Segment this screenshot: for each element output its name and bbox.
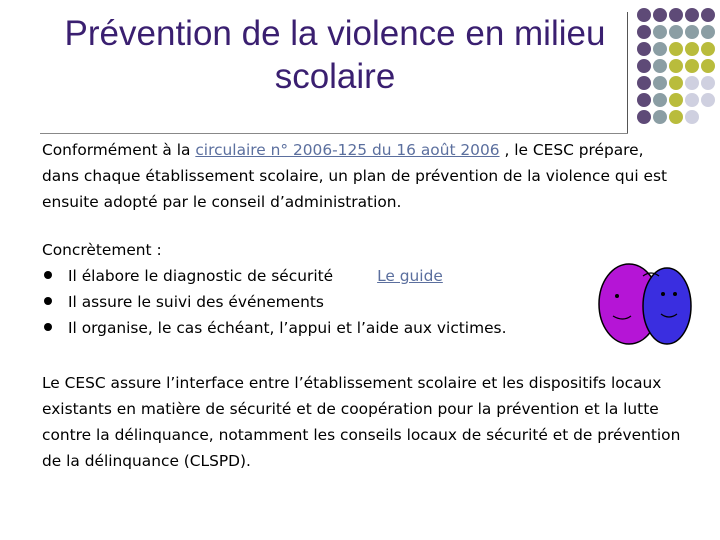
decoration-dot xyxy=(685,59,699,73)
decoration-dot xyxy=(637,25,651,39)
bullet-icon xyxy=(44,297,52,305)
bullet-icon xyxy=(44,271,52,279)
decoration-dot xyxy=(701,8,715,22)
decoration-dot xyxy=(637,59,651,73)
page-title: Prévention de la violence en milieu scolaire xyxy=(64,14,606,96)
closing-paragraph: Le CESC assure l’interface entre l’établissement scolaire et les dispositifs locaux existants en matière de sécurité et de coopération pour la prévention et la lutte contre la délinquance, notamment les conseils locaux de sécurité et de prévention de la délinquance (CLSPD). xyxy=(42,374,681,470)
decoration-dot xyxy=(653,8,667,22)
bullet-icon xyxy=(44,323,52,331)
concretement-heading: Concrètement : xyxy=(42,241,162,259)
decoration-dot xyxy=(637,8,651,22)
decoration-dot xyxy=(685,8,699,22)
decoration-dot xyxy=(653,76,667,90)
decoration-dot xyxy=(637,76,651,90)
decoration-dot xyxy=(669,110,683,124)
guide-link[interactable]: Le guide xyxy=(377,267,443,285)
decoration-dot xyxy=(653,93,667,107)
decoration-dot xyxy=(653,25,667,39)
decoration-dot xyxy=(669,76,683,90)
decoration-dot xyxy=(669,42,683,56)
decoration-dot xyxy=(685,25,699,39)
decoration-dot xyxy=(637,93,651,107)
bullet-text: Il élabore le diagnostic de sécurité xyxy=(68,267,334,285)
decoration-dot xyxy=(637,42,651,56)
decoration-dot xyxy=(685,93,699,107)
circulaire-link[interactable]: circulaire n° 2006-125 du 16 août 2006 xyxy=(195,141,500,159)
decoration-dot xyxy=(669,8,683,22)
decoration-dot xyxy=(653,110,667,124)
decoration-dot xyxy=(637,110,651,124)
decoration-dot xyxy=(685,110,699,124)
bullet-text: Il assure le suivi des événements xyxy=(68,293,324,311)
two-faces-clipart xyxy=(583,254,703,354)
decoration-dot xyxy=(653,42,667,56)
decoration-dot xyxy=(685,76,699,90)
decoration-dot xyxy=(669,25,683,39)
bullet-text: Il organise, le cas échéant, l’appui et l’aide aux victimes. xyxy=(68,319,507,337)
decoration-dot xyxy=(701,76,715,90)
dot-grid-decoration xyxy=(637,8,715,132)
title-vertical-divider xyxy=(627,12,628,133)
decoration-dot xyxy=(701,25,715,39)
intro-prefix: Conformément à la xyxy=(42,141,196,159)
decoration-dot xyxy=(669,93,683,107)
decoration-dot xyxy=(653,59,667,73)
decoration-dot xyxy=(701,93,715,107)
intro-suffix: , le CESC prépare, dans chaque établissement scolaire, un plan de prévention de la violence qui est ensuite adopté par le conseil d’administration. xyxy=(42,141,668,211)
decoration-dot xyxy=(701,42,715,56)
decoration-dot xyxy=(685,42,699,56)
decoration-dot xyxy=(669,59,683,73)
title-horizontal-divider xyxy=(40,133,628,134)
intro-paragraph xyxy=(42,137,682,215)
decoration-dot xyxy=(701,59,715,73)
